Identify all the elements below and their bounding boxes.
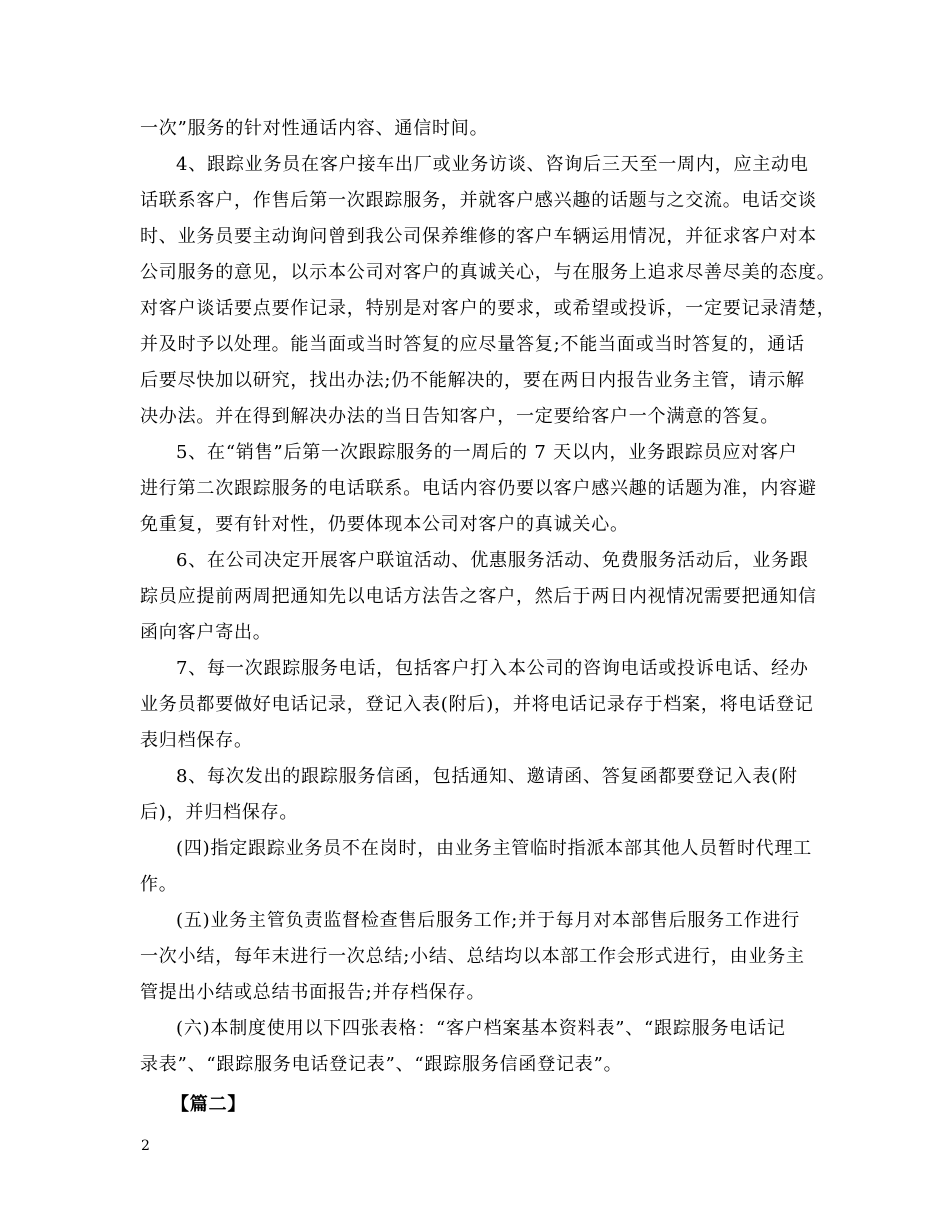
document-body xyxy=(140,111,836,1123)
text-line: 时、业务员要主动询问曾到我公司保养维修的客户车辆运用情况，并征求客户对本 xyxy=(140,226,817,247)
text-line: 进行第二次跟踪服务的电话联系。电话内容仍要以客户感兴趣的话题为准，内容避 xyxy=(140,478,817,499)
section-heading: 【篇二】 xyxy=(171,1094,247,1115)
text-line: 决办法。并在得到解决办法的当日告知客户，一定要给客户一个满意的答复。 xyxy=(140,406,780,427)
text-line: 录表”、“跟踪服务电话登记表”、“跟踪服务信函登记表”。 xyxy=(140,1054,623,1075)
text-line: 免重复，要有针对性，仍要体现本公司对客户的真诚关心。 xyxy=(140,514,629,535)
page-number: 2 xyxy=(141,1138,150,1154)
text-line: 并及时予以处理。能当面或当时答复的应尽量答复;不能当面或当时答复的，通话 xyxy=(140,334,805,355)
text-line: 管提出小结或总结书面报告;并存档保存。 xyxy=(140,982,486,1003)
text-line: 公司服务的意见，以示本公司对客户的真诚关心，与在服务上追求尽善尽美的态度。 xyxy=(140,262,836,283)
text-line: (四)指定跟踪业务员不在岗时，由业务主管临时指派本部其他人员暂时代理工 xyxy=(176,838,813,859)
text-line: 5、在“销售”后第一次跟踪服务的一周后的 7 天以内，业务跟踪员应对客户 xyxy=(176,442,798,463)
text-line: (五)业务主管负责监督检查售后服务工作;并于每月对本部售后服务工作进行 xyxy=(176,910,801,931)
text-line: 作。 xyxy=(140,874,178,895)
text-line: 函向客户寄出。 xyxy=(140,622,272,643)
text-line: 表归档保存。 xyxy=(140,730,253,751)
text-line: 4、跟踪业务员在客户接车出厂或业务访谈、咨询后三天至一周内，应主动电 xyxy=(176,154,809,175)
text-line: 6、在公司决定开展客户联谊活动、优惠服务活动、免费服务活动后，业务跟 xyxy=(176,550,809,571)
text-line: 7、每一次跟踪服务电话，包括客户打入本公司的咨询电话或投诉电话、经办 xyxy=(176,658,809,679)
text-line: 一次小结，每年末进行一次总结;小结、总结均以本部工作会形式进行，由业务主 xyxy=(140,946,805,967)
text-line: 一次”服务的针对性通话内容、通信时间。 xyxy=(140,118,489,139)
text-line: (六)本制度使用以下四张表格：“客户档案基本资料表”、“跟踪服务电话记 xyxy=(176,1018,786,1039)
text-line: 8、每次发出的跟踪服务信函，包括通知、邀请函、答复函都要登记入表(附 xyxy=(176,766,798,787)
text-line: 对客户谈话要点要作记录，特别是对客户的要求，或希望或投诉，一定要记录清楚， xyxy=(140,298,836,319)
text-line: 话联系客户，作售后第一次跟踪服务，并就客户感兴趣的话题与之交流。电话交谈 xyxy=(140,190,817,211)
text-line: 后)，并归档保存。 xyxy=(140,802,299,823)
text-line: 踪员应提前两周把通知先以电话方法告之客户，然后于两日内视情况需要把通知信 xyxy=(140,586,817,607)
text-line: 业务员都要做好电话记录，登记入表(附后)，并将电话记录存于档案，将电话登记 xyxy=(140,694,814,715)
text-line: 后要尽快加以研究，找出办法;仍不能解决的，要在两日内报告业务主管，请示解 xyxy=(140,370,805,391)
